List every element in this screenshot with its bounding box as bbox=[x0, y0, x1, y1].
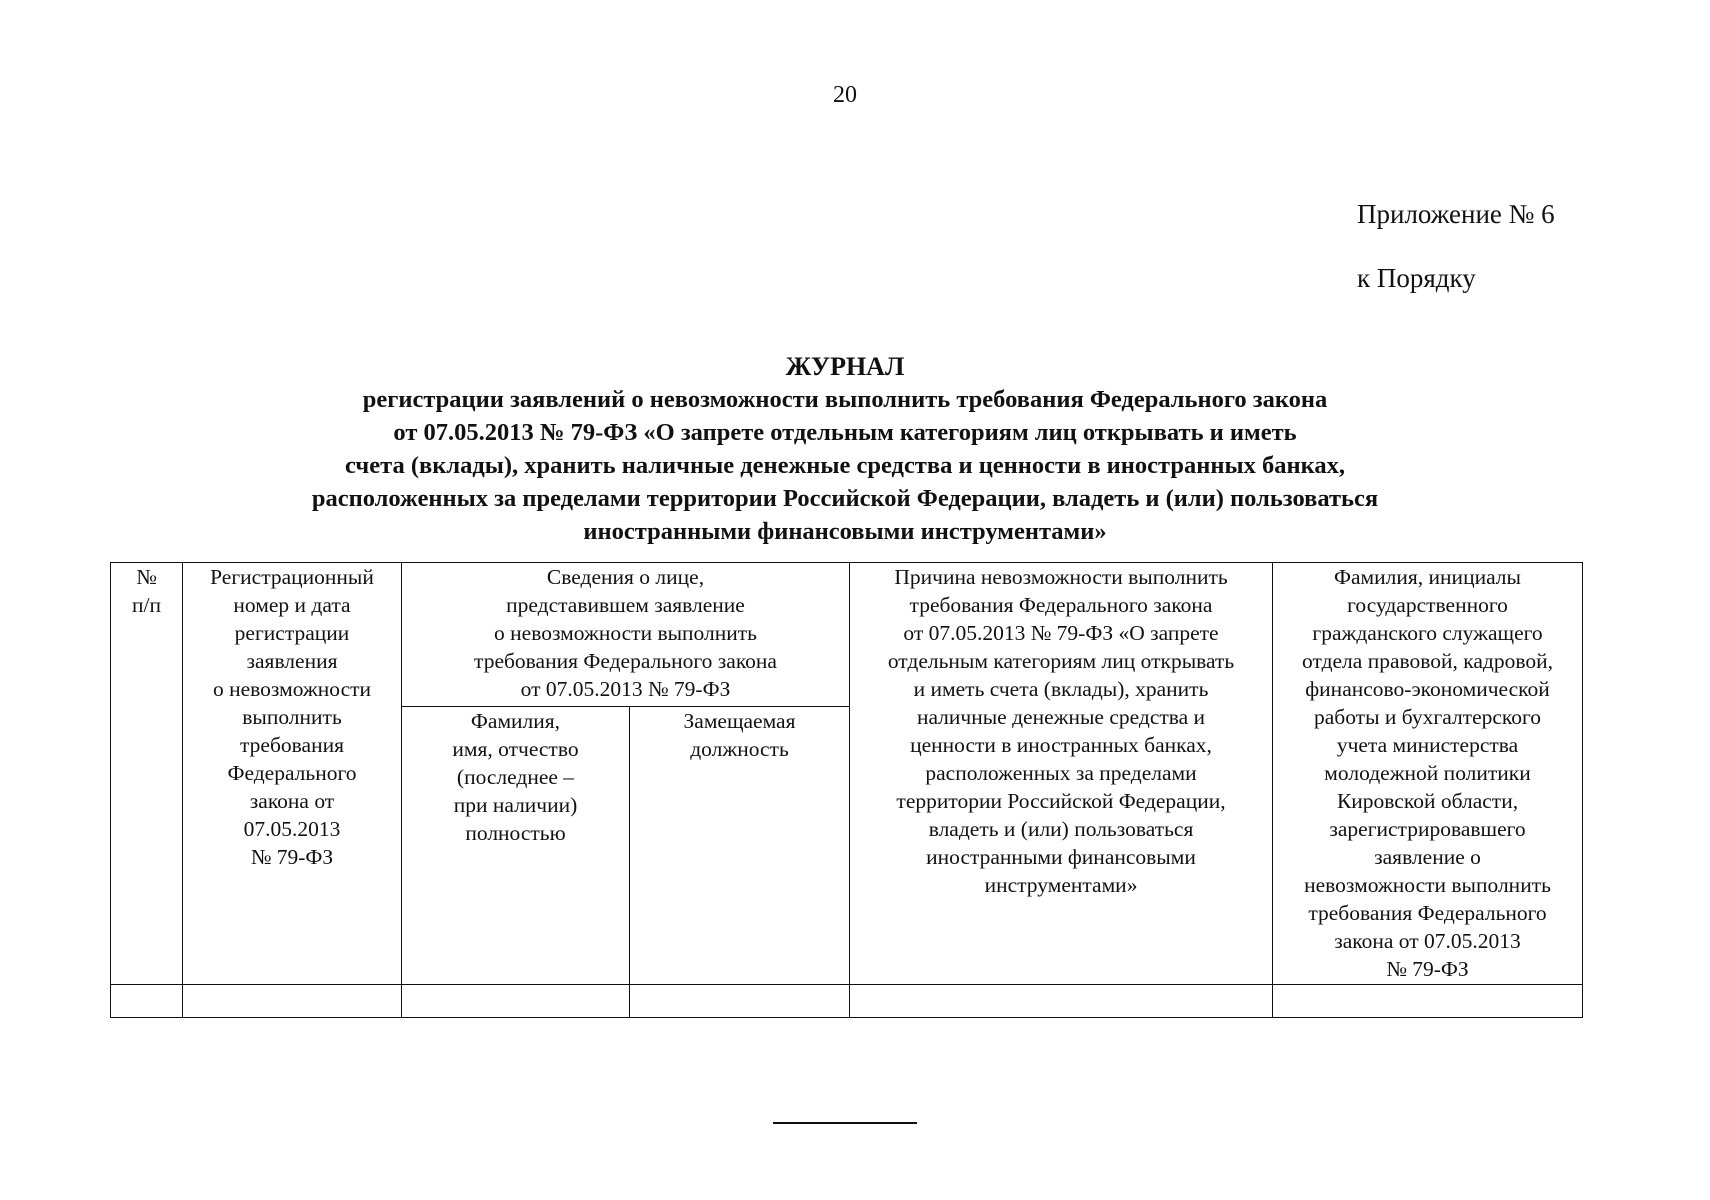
appendix-reference bbox=[1357, 182, 1555, 310]
cell-text-line: Сведения о лице, bbox=[546, 565, 705, 589]
header-row bbox=[111, 563, 1583, 707]
cell-text-line: п/п bbox=[132, 593, 161, 617]
cell-text-line: требования Федерального закона bbox=[474, 649, 777, 673]
cell-text-line: наличные денежные средства и bbox=[916, 705, 1206, 729]
title-line: регистрации заявлений о невозможности выполнить требования Федерального закона bbox=[362, 386, 1328, 413]
title-line: счета (вклады), хранить наличные денежные средства и ценности в иностранных банках, bbox=[345, 452, 1345, 479]
cell-text-line: государственного bbox=[1347, 593, 1508, 617]
document-title bbox=[150, 350, 1540, 548]
cell-text-line: Регистрационный bbox=[210, 565, 374, 589]
title-heading: ЖУРНАЛ bbox=[785, 352, 905, 381]
title-line: расположенных за пределами территории Российской Федерации, владеть и (или) пользоваться bbox=[311, 485, 1379, 512]
cell-text-line: от 07.05.2013 № 79-ФЗ bbox=[520, 677, 731, 701]
cell-text-line: требования Федерального закона bbox=[909, 593, 1213, 617]
title-line: иностранными финансовыми инструментами» bbox=[583, 518, 1107, 545]
cell-text-line: при наличии) bbox=[453, 793, 578, 817]
cell-text-line: ценности в иностранных банках, bbox=[910, 733, 1212, 757]
page-number: 20 bbox=[833, 82, 857, 108]
cell-text-line: имя, отчество bbox=[452, 737, 579, 761]
cell-text-line: работы и бухгалтерского bbox=[1313, 705, 1542, 729]
cell-text-line: закона от bbox=[249, 789, 335, 813]
cell-text-line: учета министерства bbox=[1336, 733, 1519, 757]
header-cell-full-name bbox=[402, 707, 630, 985]
appendix-number: Приложение № 6 bbox=[1357, 199, 1555, 229]
cell-text-line: номер и дата bbox=[233, 593, 351, 617]
cell-text-line: 07.05.2013 bbox=[243, 817, 341, 841]
cell-text-line: № bbox=[136, 565, 157, 589]
cell-text-line: Фамилия, инициалы bbox=[1334, 565, 1521, 589]
header-cell-position bbox=[630, 707, 850, 985]
cell-text-line: должность bbox=[690, 737, 789, 761]
cell-text-line: финансово-экономической bbox=[1305, 677, 1550, 701]
cell-text-line: расположенных за пределами bbox=[925, 761, 1197, 785]
cell-text-line: (последнее – bbox=[456, 765, 575, 789]
cell-text-line: инструментами» bbox=[984, 873, 1138, 897]
header-cell-registrar bbox=[1273, 563, 1583, 985]
cell-text-line: представившем заявление bbox=[506, 593, 745, 617]
cell-text-line: территории Российской Федерации, bbox=[896, 789, 1226, 813]
cell-text-line: Кировской области, bbox=[1336, 789, 1519, 813]
cell-text-line: зарегистрировавшего bbox=[1329, 817, 1526, 841]
cell-text-line: и иметь счета (вклады), хранить bbox=[913, 677, 1209, 701]
cell-text-line: отдельным категориям лиц открывать bbox=[887, 649, 1235, 673]
header-cell-registration bbox=[183, 563, 402, 985]
cell-text-line: иностранными финансовыми bbox=[926, 845, 1196, 869]
cell-text-line: закона от 07.05.2013 bbox=[1334, 929, 1521, 953]
empty-cell bbox=[402, 985, 630, 1018]
cell-text-line: Фамилия, bbox=[470, 709, 561, 733]
cell-text-line: заявление о bbox=[1374, 845, 1481, 869]
empty-cell bbox=[630, 985, 850, 1018]
cell-text-line: молодежной политики bbox=[1324, 761, 1531, 785]
cell-text-line: регистрации bbox=[234, 621, 350, 645]
cell-text-line: требования Федерального bbox=[1308, 901, 1547, 925]
cell-text-line: владеть и (или) пользоваться bbox=[928, 817, 1194, 841]
title-line: от 07.05.2013 № 79-ФЗ «О запрете отдельным категориям лиц открывать и иметь bbox=[393, 419, 1297, 446]
header-cell-person-info bbox=[402, 563, 850, 707]
header-cell-reason bbox=[850, 563, 1273, 985]
cell-text-line: отдела правовой, кадровой, bbox=[1302, 649, 1554, 673]
cell-text-line: № 79-ФЗ bbox=[1386, 957, 1469, 981]
cell-text-line: невозможности выполнить bbox=[1304, 873, 1551, 897]
cell-text-line: Замещаемая bbox=[683, 709, 796, 733]
empty-cell bbox=[111, 985, 183, 1018]
cell-text-line: заявления bbox=[246, 649, 338, 673]
cell-text-line: о невозможности выполнить bbox=[494, 621, 757, 645]
table-row bbox=[111, 985, 1583, 1018]
cell-text-line: о невозможности bbox=[212, 677, 372, 701]
cell-text-line: полностью bbox=[465, 821, 566, 845]
footer-divider bbox=[773, 1122, 917, 1124]
cell-text-line: Причина невозможности выполнить bbox=[894, 565, 1228, 589]
cell-text-line: требования bbox=[240, 733, 344, 757]
journal-table bbox=[110, 562, 1583, 1018]
cell-text-line: Федерального bbox=[227, 761, 357, 785]
cell-text-line: выполнить bbox=[242, 705, 342, 729]
empty-cell bbox=[183, 985, 402, 1018]
cell-text-line: № 79-ФЗ bbox=[250, 845, 334, 869]
header-cell-number bbox=[111, 563, 183, 985]
empty-cell bbox=[850, 985, 1273, 1018]
cell-text-line: гражданского служащего bbox=[1312, 621, 1543, 645]
appendix-to-order: к Порядку bbox=[1357, 263, 1476, 293]
empty-cell bbox=[1273, 985, 1583, 1018]
cell-text-line: от 07.05.2013 № 79-ФЗ «О запрете bbox=[903, 621, 1219, 645]
